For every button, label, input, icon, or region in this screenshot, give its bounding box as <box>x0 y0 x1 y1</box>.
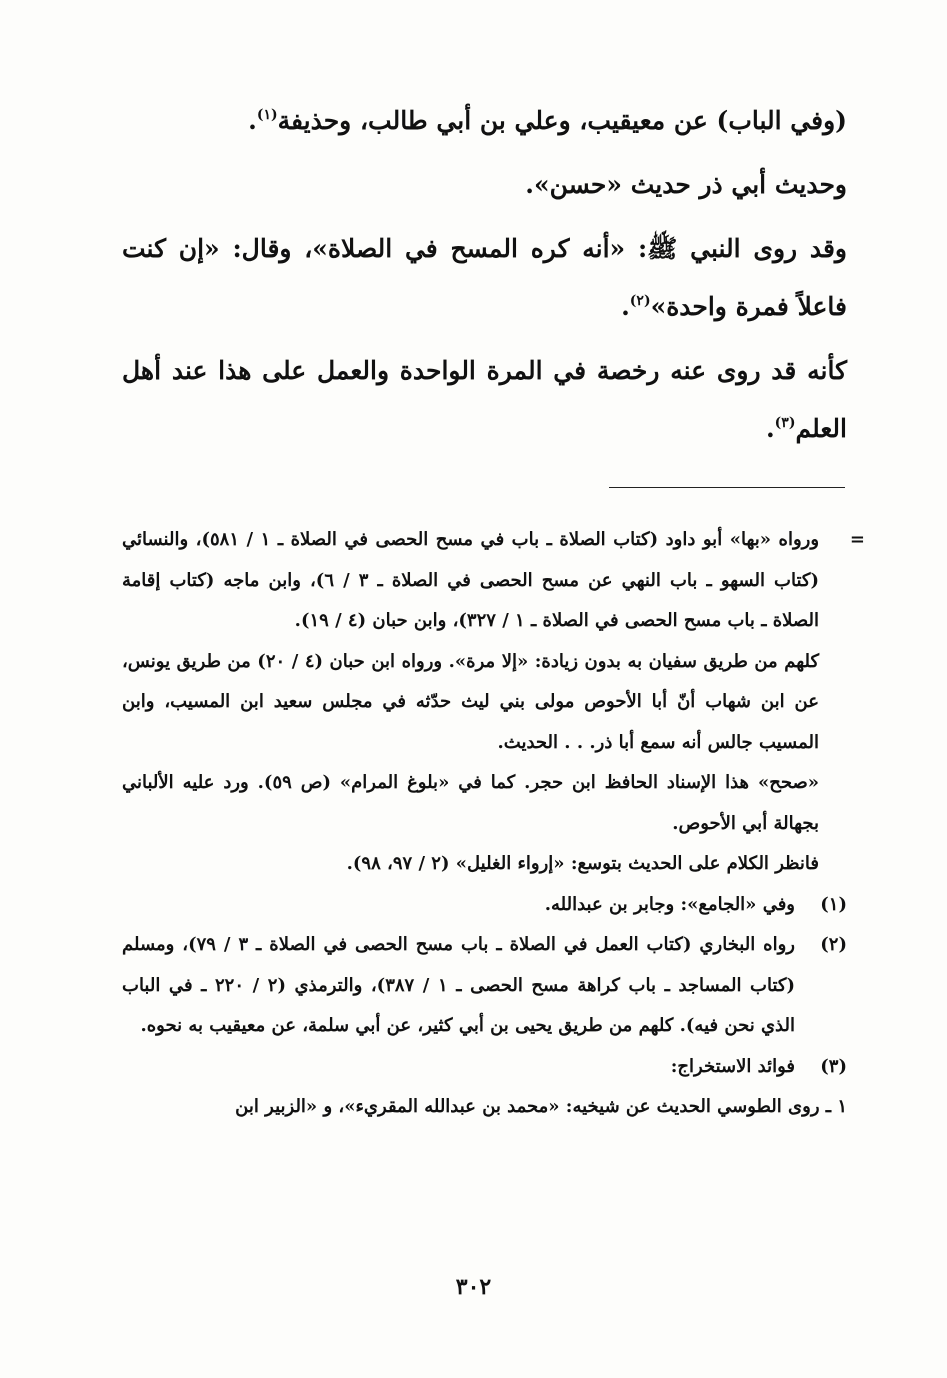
footnote-3: (٣) فوائد الاستخراج: <box>122 1047 847 1088</box>
footnote-ref-1[interactable]: (١) <box>256 107 278 123</box>
footnote-1: (١) وفي «الجامع»: وجابر بن عبدالله. <box>122 885 847 926</box>
footnotes <box>122 520 865 1128</box>
footnote-2: (٢) رواه البخاري (كتاب العمل في الصلاة ـ باب مسح الحصى في الصلاة ـ ٣ / ٧٩)، ومسلم (كتاب المساجد ـ باب كراهة مسح الحصى ـ ١ / ٣٨٧)، والترمذي (٢ / ٢٢٠ ـ في الباب الذي نحن فيه). كلهم من طريق يحيى بن أبي كثير، عن أبي سلمة، عن معيقيب به نحوه. <box>122 925 847 1047</box>
footnote-3-item-1: ١ ـ روى الطوسي الحديث عن شيخيه: «محمد بن عبدالله المقريء»، و «الزبير ابن <box>235 1096 847 1117</box>
footnote-3-number: (٣) <box>820 1055 847 1077</box>
main-paragraph-1: (وفي الباب) عن معيقيب، وعلي بن أبي طالب، وحذيفة$^{(١)}$. <box>248 106 847 135</box>
footnote-ref-3[interactable]: (٣) <box>774 415 796 431</box>
main-paragraph-2: وحديث أبي ذر حديث «حسن». <box>525 170 847 199</box>
page-number: ٣٠٢ <box>455 1274 492 1300</box>
footnote-paragraph-3: «صحح» هذا الإسناد الحافظ ابن حجر. كما في «بلوغ المرام» (ص ٥٩). ورد عليه الألباني بجهالة أبي الأحوص. <box>122 772 819 834</box>
continuation-mark: = <box>849 529 865 550</box>
footnote-paragraph-2: كلهم من طريق سفيان به بدون زيادة: «إلا مرة». ورواه ابن حبان (٤ / ٢٠) من طريق يونس، عن ابن شهاب أنّ أبا الأحوص مولى بني ليث حدّثه في مجلس سعيد ابن المسيب، وابن المسيب جالس أنه سمع أبا ذر. . . الحديث. <box>122 650 820 753</box>
footnote-1-number: (١) <box>820 893 847 915</box>
footnote-separator <box>609 487 845 488</box>
footnote-continuation: = ورواه «بها» أبو داود (كتاب الصلاة ـ باب في مسح الحصى في الصلاة ـ ١ / ٥٨١)، والنسائي (كتاب السهو ـ باب النهي عن مسح الحصى في الصلاة ـ ٣ / ٦)، وابن ماجه (كتاب إقامة الصلاة ـ باب مسح الحصى في الصلاة ـ ١ / ٣٢٧)، وابن حبان (٤ / ١٩). <box>122 520 847 642</box>
main-paragraph-4: كأنه قد روى عنه رخصة في المرة الواحدة والعمل على هذا عند أهل العلم$^{(٣)}$. <box>122 356 847 443</box>
footnote-paragraph-4: فانظر الكلام على الحديث بتوسع: «إرواء الغليل» (٢ / ٩٧، ٩٨). <box>346 853 819 874</box>
main-text <box>122 92 847 458</box>
footnote-ref-2[interactable]: (٢) <box>629 293 651 309</box>
main-paragraph-3: وقد روى النبي ﷺ: «أنه كره المسح في الصلاة»، وقال: «إن كنت فاعلاً فمرة واحدة»$^{(٢)}$. <box>122 234 847 321</box>
footnote-2-number: (٢) <box>820 934 847 955</box>
